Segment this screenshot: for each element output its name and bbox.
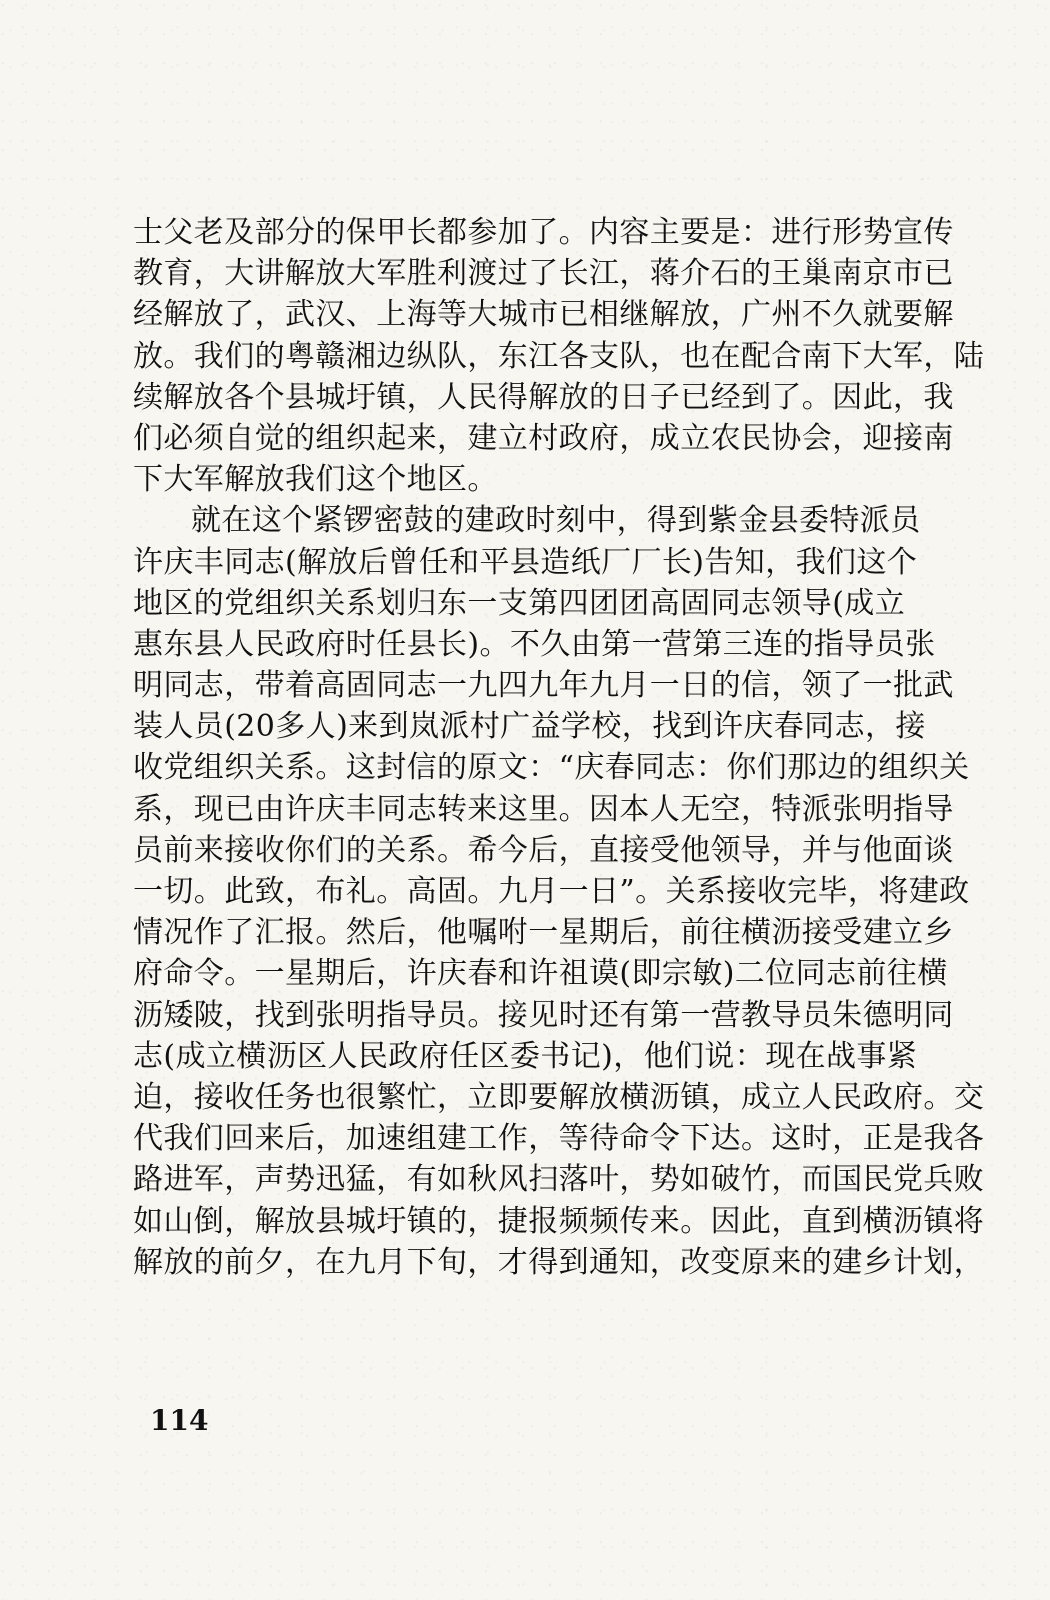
- text-line: 府命令。一星期后，许庆春和许祖谟(即宗敏)二位同志前往横: [133, 956, 948, 992]
- text-line: 解放的前夕，在九月下旬，才得到通知，改变原来的建乡计划，: [133, 1244, 985, 1280]
- text-line: 装人员(20多人)来到岚派村广益学校，找到许庆春同志，接: [133, 709, 926, 745]
- text-line: 迫，接收任务也很繁忙，立即要解放横沥镇，成立人民政府。交: [133, 1079, 985, 1115]
- text-line: 地区的党组织关系划归东一支第四团团高固同志领导(成立: [133, 585, 906, 621]
- text-line: 明同志，带着高固同志一九四九年九月一日的信，领了一批武: [133, 668, 954, 704]
- text-line: 士父老及部分的保甲长都参加了。内容主要是：进行形势宣传: [133, 215, 954, 250]
- text-line: 一切。此致，布礼。高固。九月一日”。关系接收完毕，将建政: [133, 874, 970, 909]
- body-text: [133, 212, 985, 1283]
- text-line: 们必须自觉的组织起来，建立村政府，成立农民协会，迎接南: [133, 420, 954, 456]
- text-line: 系，现已由许庆丰同志转来这里。因本人无空，特派张明指导: [133, 791, 954, 827]
- text-line: 惠东县人民政府时任县长)。不久由第一营第三连的指导员张: [133, 626, 936, 662]
- text-line: 许庆丰同志(解放后曾任和平县造纸厂厂长)告知，我们这个: [133, 544, 918, 580]
- text-line: 路进军，声势迅猛，有如秋风扫落叶，势如破竹，而国民党兵败: [133, 1162, 985, 1198]
- text-line: 员前来接收你们的关系。希今后，直接受他领导，并与他面谈: [133, 832, 954, 868]
- text-line: 续解放各个县城圩镇，人民得解放的日子已经到了。因此，我: [133, 379, 954, 415]
- text-line: 经解放了，武汉、上海等大城市已相继解放，广州不久就要解: [133, 297, 954, 333]
- text-line: 放。我们的粤赣湘边纵队，东江各支队，也在配合南下大军，陆: [133, 338, 985, 374]
- page-number: 114: [150, 1404, 209, 1437]
- paragraph-start-line: 就在这个紧锣密鼓的建政时刻中，得到紫金县委特派员: [191, 503, 921, 539]
- text-line: 下大军解放我们这个地区。: [133, 462, 498, 498]
- text-line: 志(成立横沥区人民政府任区委书记)，他们说：现在战事紧: [133, 1038, 918, 1074]
- text-line: 收党组织关系。这封信的原文：“庆春同志：你们那边的组织关: [133, 750, 970, 786]
- text-line: 沥矮陂，找到张明指导员。接见时还有第一营教导员朱德明同: [133, 997, 954, 1033]
- text-line: 教育，大讲解放大军胜利渡过了长江，蒋介石的王巢南京市已: [133, 256, 954, 292]
- text-line: 如山倒，解放县城圩镇的，捷报频频传来。因此，直到横沥镇将: [133, 1203, 985, 1239]
- text-line: 代我们回来后，加速组建工作，等待命令下达。这时，正是我各: [133, 1121, 985, 1157]
- text-line: 情况作了汇报。然后，他嘱咐一星期后，前往横沥接受建立乡: [133, 915, 954, 951]
